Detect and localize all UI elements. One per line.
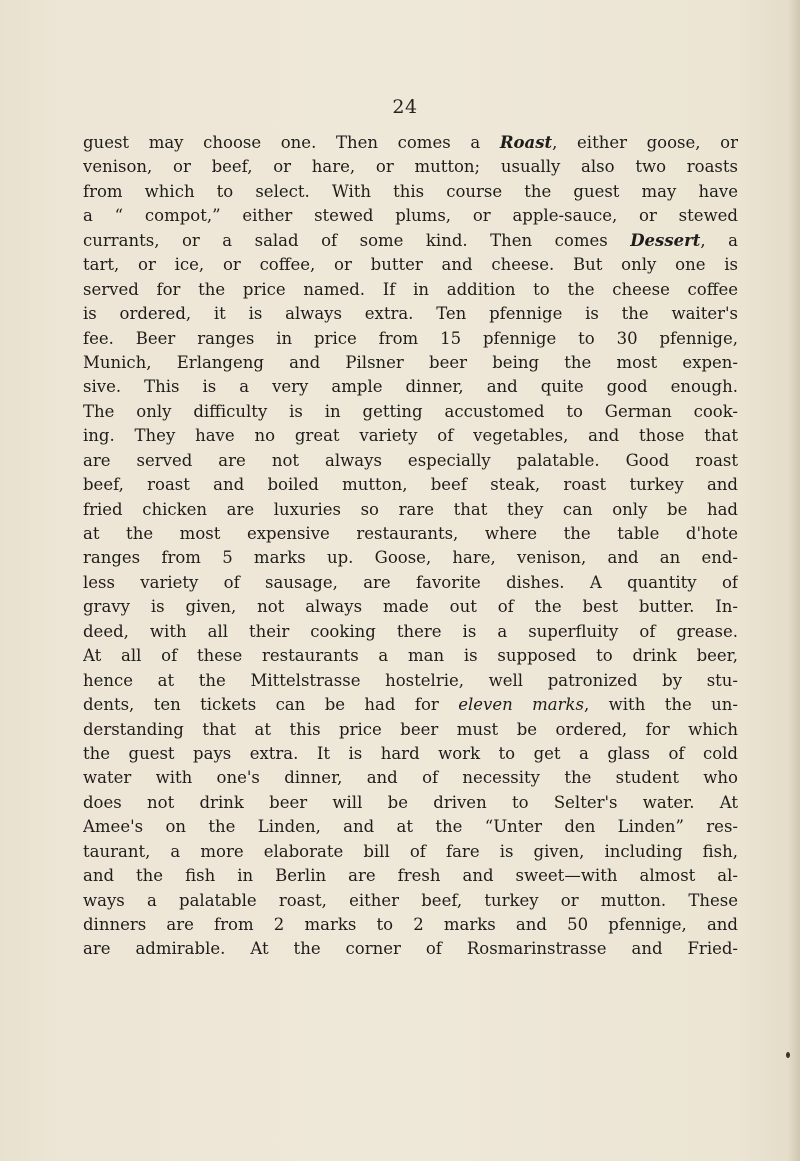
text-run: venison, or beef, or hare, or mutton; usually also two roasts — [83, 157, 738, 177]
text-run: served for the price named. If in addition to the cheese coffee — [83, 279, 738, 299]
text-line — [83, 253, 738, 277]
text-run: deed, with all their cooking there is a superfluity of grease. — [83, 621, 738, 641]
text-line — [83, 913, 738, 937]
text-run: the guest pays extra. It is hard work to get a glass of cold — [83, 743, 738, 763]
text-run: from which to select. With this course the guest may have — [83, 181, 738, 201]
text-line — [83, 131, 738, 155]
text-line — [83, 327, 738, 351]
text-run: fee. Beer ranges in price from 15 pfennige to 30 pfennige, — [83, 328, 738, 348]
text-run: ways a palatable roast, either beef, turkey or mutton. These — [83, 890, 738, 910]
ink-speck — [786, 1052, 790, 1058]
text-line — [83, 595, 738, 619]
text-run: is ordered, it is always extra. Ten pfennige is the waiter's — [83, 304, 738, 324]
text-line — [83, 351, 738, 375]
text-run: , either goose, or — [552, 133, 738, 152]
text-run: are served are not always especially palatable. Good roast — [83, 450, 738, 470]
text-line — [83, 400, 738, 424]
text-run: guest may choose one. Then comes a — [83, 133, 500, 152]
text-line — [83, 449, 738, 473]
text-line — [83, 889, 738, 913]
text-run: water with one's dinner, and of necessity the student who — [83, 768, 738, 788]
text-run: dents, ten tickets can be had for — [83, 695, 459, 715]
text-line — [83, 302, 738, 326]
text-run: are admirable. At the corner of Rosmarinstrasse and Fried- — [83, 939, 738, 959]
text-run: fried chicken are luxuries so rare that they can only be had — [83, 499, 738, 519]
text-run: and the fish in Berlin are fresh and sweet—with almost al- — [83, 866, 738, 886]
italic-phrase: eleven marks — [458, 695, 584, 715]
text-run: Amee's on the Linden, and at the “Unter den Linden” res- — [83, 817, 738, 837]
text-line — [83, 498, 738, 522]
text-line — [83, 815, 738, 839]
text-line — [83, 718, 738, 742]
text-line — [83, 204, 738, 228]
text-run: dinners are from 2 marks to 2 marks and 50 pfennige, and — [83, 915, 738, 934]
text-run: sive. This is a very ample dinner, and quite good enough. — [83, 377, 738, 397]
text-line — [83, 669, 738, 693]
text-line — [83, 424, 738, 448]
page-number: 24 — [392, 96, 418, 118]
text-run: does not drink beer will be driven to Selter's water. At — [83, 792, 738, 812]
emphasized-heading-word: Roast — [499, 133, 553, 152]
text-run: derstanding that at this price beer must be ordered, for which — [83, 719, 738, 739]
text-run: , with the un- — [584, 695, 738, 715]
text-line — [83, 155, 738, 179]
text-run: currants, or a salad of some kind. Then comes — [83, 230, 631, 250]
text-run: at the most expensive restaurants, where the table d'hote — [83, 524, 738, 543]
text-run: ranges from 5 marks up. Goose, hare, venison, and an end- — [83, 548, 738, 568]
text-line — [83, 473, 738, 497]
text-line — [83, 375, 738, 399]
text-line — [83, 278, 738, 302]
text-line — [83, 620, 738, 644]
text-run: At all of these restaurants a man is supposed to drink beer, — [83, 646, 738, 666]
text-run: less variety of sausage, are favorite dishes. A quantity of — [83, 572, 738, 592]
text-line — [83, 229, 738, 253]
text-line — [83, 644, 738, 668]
body-text — [83, 131, 738, 962]
text-run: a “ compot,” either stewed plums, or apple-sauce, or stewed — [83, 206, 738, 226]
text-run: , a — [700, 230, 738, 250]
text-run: hence at the Mittelstrasse hostelrie, well patronized by stu- — [83, 670, 738, 690]
text-line — [83, 546, 738, 570]
text-line — [83, 571, 738, 595]
page-edge-shadow — [788, 0, 800, 1161]
text-run: ing. They have no great variety of vegetables, and those that — [83, 426, 738, 446]
text-run: The only difficulty is in getting accustomed to German cook- — [83, 401, 738, 421]
text-line — [83, 864, 738, 888]
text-line — [83, 693, 738, 717]
text-run: gravy is given, not always made out of the best butter. In- — [83, 597, 738, 617]
text-run: Munich, Erlangeng and Pilsner beer being the most expen- — [83, 352, 738, 372]
text-run: taurant, a more elaborate bill of fare is given, including fish, — [83, 841, 738, 861]
text-line — [83, 180, 738, 204]
text-line — [83, 522, 738, 546]
text-line — [83, 791, 738, 815]
text-line — [83, 742, 738, 766]
text-line — [83, 766, 738, 790]
text-line — [83, 840, 738, 864]
text-run: beef, roast and boiled mutton, beef steak, roast turkey and — [83, 475, 738, 495]
emphasized-heading-word: Dessert — [630, 230, 701, 250]
text-line — [83, 937, 738, 961]
text-run: tart, or ice, or coffee, or butter and cheese. But only one is — [83, 255, 738, 275]
